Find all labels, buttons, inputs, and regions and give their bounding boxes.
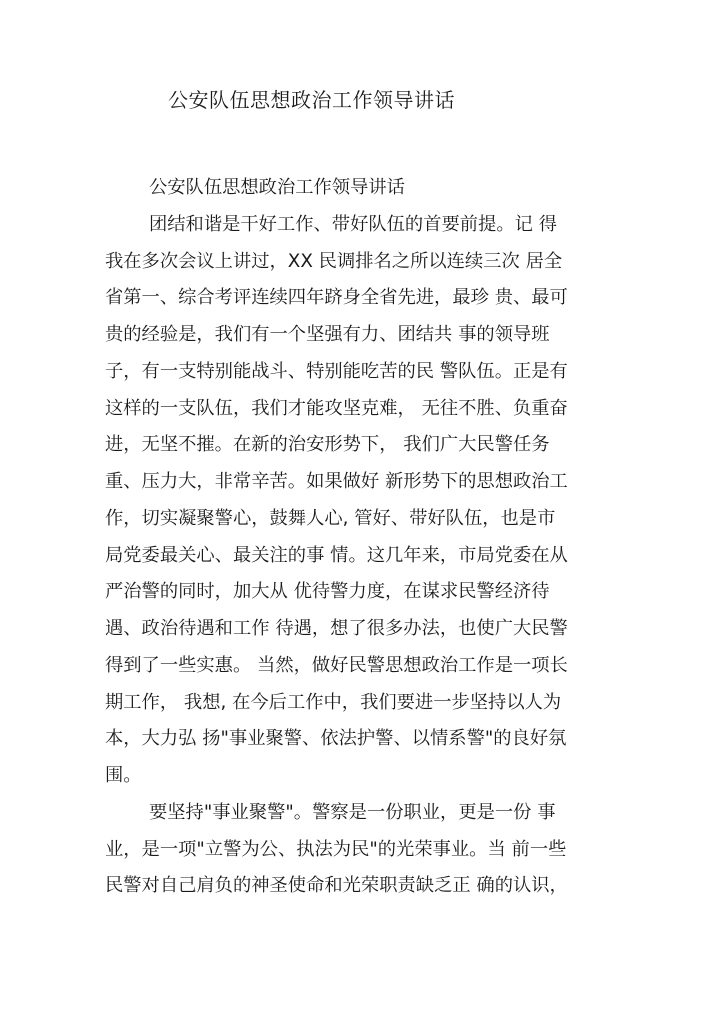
document-title: 公安队伍思想政治工作领导讲话 <box>168 88 455 112</box>
body-line: 贵的经验是，我们有一个坚强有力、团结共 事的领导班 <box>105 324 550 345</box>
body-line: 我在多次会议上讲过，XX 民调排名之所以连续三次 居全 <box>105 250 563 272</box>
body-line: 遇、政治待遇和工作 待遇，想了很多办法，也使广大民警 <box>105 618 568 639</box>
body-line: 民警对自己肩负的神圣使命和光荣职责缺乏正 确的认识， <box>105 875 568 897</box>
body-line: 这样的一支队伍，我们才能攻坚克难， 无往不胜、负重奋 <box>105 397 568 419</box>
body-line: 业，是一项"立警为公、执法为民"的光荣事业。当 前一些 <box>105 838 567 860</box>
body-line: 围。 <box>105 765 142 786</box>
body-line: 要坚持"事业聚警"。警察是一份职业，更是一份 事 <box>149 801 556 823</box>
body-line: 省第一、综合考评连续四年跻身全省先进，最珍 贵、最可 <box>105 287 568 309</box>
body-line: 得到了一些实惠。 当然，做好民警思想政治工作是一项长 <box>105 654 568 676</box>
body-line: 重、压力大，非常辛苦。如果做好 新形势下的思想政治工 <box>105 471 568 492</box>
body-line: 进，无坚不摧。在新的治安形势下， 我们广大民警任务 <box>105 434 550 456</box>
body-line: 本，大力弘 扬"事业聚警、依法护警、以情系警"的良好氛 <box>105 728 567 750</box>
body-line: 局党委最关心、最关注的事 情。这几年来，市局党委在从 <box>105 544 568 566</box>
body-line: 子，有一支特别能战斗、特别能吃苦的民 警队伍。正是有 <box>105 360 568 382</box>
body-line: 作，切实凝聚警心，鼓舞人心, 管好、带好队伍，也是市 <box>105 507 556 529</box>
body-line: 公安队伍思想政治工作领导讲话 <box>149 177 405 198</box>
body-line: 团结和谐是干好工作、带好队伍的首要前提。记 得 <box>149 213 557 235</box>
body-line: 期工作， 我想, 在今后工作中，我们要进一步坚持以人为 <box>105 691 562 713</box>
body-line: 严治警的同时，加大从 优待警力度，在谋求民警经济待 <box>105 581 550 603</box>
document-body <box>105 170 615 905</box>
